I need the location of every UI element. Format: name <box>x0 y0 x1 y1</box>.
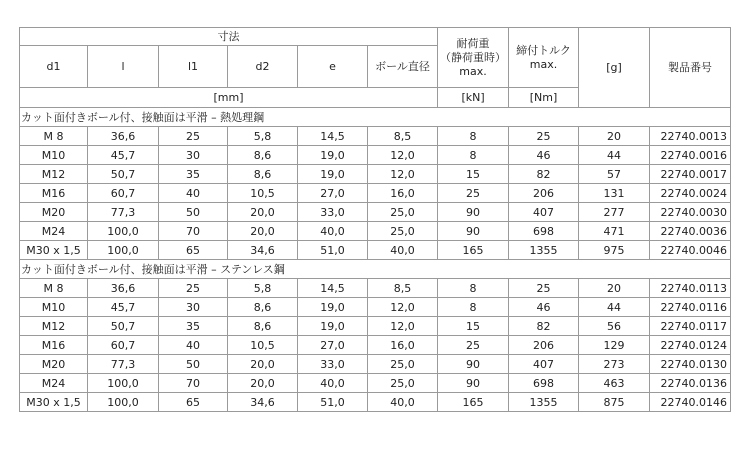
section-header-row <box>20 108 731 127</box>
cell-weight: 57 <box>579 165 650 184</box>
cell-ball-diameter: 40,0 <box>368 241 438 260</box>
col-d2-header: d2 <box>228 46 298 88</box>
cell-ball-diameter: 16,0 <box>368 336 438 355</box>
cell-weight: 56 <box>579 317 650 336</box>
cell-weight: 20 <box>579 279 650 298</box>
cell-d2: 20,0 <box>228 222 298 241</box>
cell-part-number: 22740.0046 <box>650 241 731 260</box>
unit-nm: [Nm] <box>509 88 579 108</box>
cell-l1: 40 <box>159 184 228 203</box>
cell-e: 51,0 <box>298 393 368 412</box>
cell-part-number: 22740.0030 <box>650 203 731 222</box>
cell-torque: 1355 <box>509 241 579 260</box>
cell-l1: 30 <box>159 146 228 165</box>
cell-l: 77,3 <box>88 355 159 374</box>
spec-table <box>19 27 731 412</box>
cell-e: 33,0 <box>298 203 368 222</box>
cell-e: 40,0 <box>298 222 368 241</box>
cell-load: 8 <box>438 127 509 146</box>
cell-e: 40,0 <box>298 374 368 393</box>
header-row-group <box>20 28 731 46</box>
cell-load: 8 <box>438 146 509 165</box>
cell-part-number: 22740.0146 <box>650 393 731 412</box>
torque-max: max. <box>529 57 558 71</box>
cell-l: 45,7 <box>88 146 159 165</box>
cell-e: 19,0 <box>298 165 368 184</box>
table-row <box>20 165 731 184</box>
cell-e: 19,0 <box>298 298 368 317</box>
cell-l1: 65 <box>159 241 228 260</box>
cell-e: 33,0 <box>298 355 368 374</box>
dims-group-header: 寸法 <box>20 28 438 46</box>
cell-ball-diameter: 12,0 <box>368 298 438 317</box>
cell-load: 165 <box>438 393 509 412</box>
table-row <box>20 393 731 412</box>
cell-torque: 1355 <box>509 393 579 412</box>
cell-d1: M20 <box>20 355 88 374</box>
cell-weight: 463 <box>579 374 650 393</box>
cell-d1: M16 <box>20 184 88 203</box>
cell-weight: 273 <box>579 355 650 374</box>
cell-load: 90 <box>438 203 509 222</box>
load-subtitle: （静荷重時） <box>440 50 507 64</box>
table-body <box>20 108 731 412</box>
cell-d1: M10 <box>20 298 88 317</box>
cell-d2: 10,5 <box>228 184 298 203</box>
table-row <box>20 184 731 203</box>
cell-weight: 44 <box>579 146 650 165</box>
cell-d2: 5,8 <box>228 127 298 146</box>
unit-kn: [kN] <box>438 88 509 108</box>
cell-l: 77,3 <box>88 203 159 222</box>
cell-d2: 8,6 <box>228 298 298 317</box>
col-l1-header: l1 <box>159 46 228 88</box>
cell-d2: 10,5 <box>228 336 298 355</box>
cell-torque: 25 <box>509 279 579 298</box>
cell-part-number: 22740.0136 <box>650 374 731 393</box>
cell-d1: M20 <box>20 203 88 222</box>
cell-e: 14,5 <box>298 279 368 298</box>
cell-load: 165 <box>438 241 509 260</box>
cell-d1: M16 <box>20 336 88 355</box>
table-row <box>20 298 731 317</box>
cell-d2: 34,6 <box>228 393 298 412</box>
cell-ball-diameter: 40,0 <box>368 393 438 412</box>
cell-l: 50,7 <box>88 317 159 336</box>
cell-e: 14,5 <box>298 127 368 146</box>
cell-e: 19,0 <box>298 317 368 336</box>
cell-ball-diameter: 12,0 <box>368 165 438 184</box>
cell-part-number: 22740.0124 <box>650 336 731 355</box>
col-e-header: e <box>298 46 368 88</box>
cell-weight: 131 <box>579 184 650 203</box>
cell-l: 45,7 <box>88 298 159 317</box>
cell-l: 36,6 <box>88 279 159 298</box>
load-header <box>438 28 509 88</box>
cell-d2: 5,8 <box>228 279 298 298</box>
cell-torque: 206 <box>509 336 579 355</box>
cell-e: 51,0 <box>298 241 368 260</box>
cell-l1: 50 <box>159 203 228 222</box>
col-l-header: l <box>88 46 159 88</box>
cell-part-number: 22740.0013 <box>650 127 731 146</box>
cell-d2: 34,6 <box>228 241 298 260</box>
cell-l: 36,6 <box>88 127 159 146</box>
cell-l: 100,0 <box>88 374 159 393</box>
cell-torque: 82 <box>509 165 579 184</box>
unit-mm: [mm] <box>20 88 438 108</box>
section-title: カット面付きボール付、接触面は平滑 – 熱処理鋼 <box>20 108 731 127</box>
cell-e: 27,0 <box>298 184 368 203</box>
cell-part-number: 22740.0036 <box>650 222 731 241</box>
section-title: カット面付きボール付、接触面は平滑 – ステンレス鋼 <box>20 260 731 279</box>
table-row <box>20 241 731 260</box>
cell-l: 60,7 <box>88 184 159 203</box>
cell-torque: 46 <box>509 298 579 317</box>
cell-ball-diameter: 25,0 <box>368 355 438 374</box>
cell-load: 15 <box>438 317 509 336</box>
cell-l: 100,0 <box>88 241 159 260</box>
torque-header <box>509 28 579 88</box>
cell-l1: 35 <box>159 165 228 184</box>
cell-d1: M12 <box>20 317 88 336</box>
cell-d2: 20,0 <box>228 374 298 393</box>
cell-d1: M10 <box>20 146 88 165</box>
table-row <box>20 127 731 146</box>
table-row <box>20 317 731 336</box>
cell-load: 90 <box>438 222 509 241</box>
cell-load: 25 <box>438 184 509 203</box>
cell-l1: 25 <box>159 127 228 146</box>
cell-ball-diameter: 8,5 <box>368 279 438 298</box>
cell-torque: 206 <box>509 184 579 203</box>
cell-weight: 20 <box>579 127 650 146</box>
cell-ball-diameter: 12,0 <box>368 146 438 165</box>
table-row <box>20 279 731 298</box>
col-ball-diameter-header: ボール直径 <box>368 46 438 88</box>
cell-load: 25 <box>438 336 509 355</box>
cell-l: 100,0 <box>88 222 159 241</box>
table-row <box>20 336 731 355</box>
cell-torque: 46 <box>509 146 579 165</box>
cell-torque: 407 <box>509 203 579 222</box>
cell-l1: 50 <box>159 355 228 374</box>
cell-l1: 25 <box>159 279 228 298</box>
cell-l1: 35 <box>159 317 228 336</box>
cell-ball-diameter: 12,0 <box>368 317 438 336</box>
cell-d1: M24 <box>20 374 88 393</box>
cell-part-number: 22740.0017 <box>650 165 731 184</box>
cell-part-number: 22740.0117 <box>650 317 731 336</box>
cell-torque: 698 <box>509 222 579 241</box>
part-number-header: 製品番号 <box>650 28 731 108</box>
cell-d1: M 8 <box>20 127 88 146</box>
table-row <box>20 355 731 374</box>
cell-d1: M30 x 1,5 <box>20 393 88 412</box>
cell-d2: 8,6 <box>228 146 298 165</box>
cell-part-number: 22740.0116 <box>650 298 731 317</box>
cell-torque: 407 <box>509 355 579 374</box>
cell-l: 60,7 <box>88 336 159 355</box>
cell-ball-diameter: 25,0 <box>368 374 438 393</box>
cell-torque: 698 <box>509 374 579 393</box>
cell-ball-diameter: 25,0 <box>368 222 438 241</box>
cell-load: 15 <box>438 165 509 184</box>
cell-weight: 277 <box>579 203 650 222</box>
cell-torque: 25 <box>509 127 579 146</box>
cell-weight: 44 <box>579 298 650 317</box>
cell-ball-diameter: 25,0 <box>368 203 438 222</box>
cell-weight: 471 <box>579 222 650 241</box>
cell-d1: M30 x 1,5 <box>20 241 88 260</box>
cell-l: 100,0 <box>88 393 159 412</box>
load-max: max. <box>459 64 487 78</box>
load-title: 耐荷重 <box>456 36 490 50</box>
cell-e: 19,0 <box>298 146 368 165</box>
cell-ball-diameter: 8,5 <box>368 127 438 146</box>
cell-d2: 8,6 <box>228 317 298 336</box>
cell-l1: 65 <box>159 393 228 412</box>
cell-load: 90 <box>438 374 509 393</box>
cell-d2: 20,0 <box>228 203 298 222</box>
cell-weight: 129 <box>579 336 650 355</box>
section-header-row <box>20 260 731 279</box>
cell-load: 8 <box>438 279 509 298</box>
cell-part-number: 22740.0113 <box>650 279 731 298</box>
cell-l1: 70 <box>159 374 228 393</box>
cell-load: 8 <box>438 298 509 317</box>
cell-part-number: 22740.0016 <box>650 146 731 165</box>
cell-d1: M24 <box>20 222 88 241</box>
table-row <box>20 146 731 165</box>
table-row <box>20 374 731 393</box>
cell-weight: 975 <box>579 241 650 260</box>
table-row <box>20 203 731 222</box>
cell-l: 50,7 <box>88 165 159 184</box>
cell-e: 27,0 <box>298 336 368 355</box>
cell-d1: M12 <box>20 165 88 184</box>
cell-load: 90 <box>438 355 509 374</box>
cell-torque: 82 <box>509 317 579 336</box>
cell-l1: 30 <box>159 298 228 317</box>
cell-ball-diameter: 16,0 <box>368 184 438 203</box>
cell-l1: 70 <box>159 222 228 241</box>
cell-d2: 8,6 <box>228 165 298 184</box>
cell-weight: 875 <box>579 393 650 412</box>
cell-d1: M 8 <box>20 279 88 298</box>
torque-title: 締付トルク <box>516 43 571 57</box>
cell-l1: 40 <box>159 336 228 355</box>
cell-part-number: 22740.0130 <box>650 355 731 374</box>
cell-d2: 20,0 <box>228 355 298 374</box>
col-d1-header: d1 <box>20 46 88 88</box>
cell-part-number: 22740.0024 <box>650 184 731 203</box>
weight-header: [g] <box>579 28 650 108</box>
table-row <box>20 222 731 241</box>
